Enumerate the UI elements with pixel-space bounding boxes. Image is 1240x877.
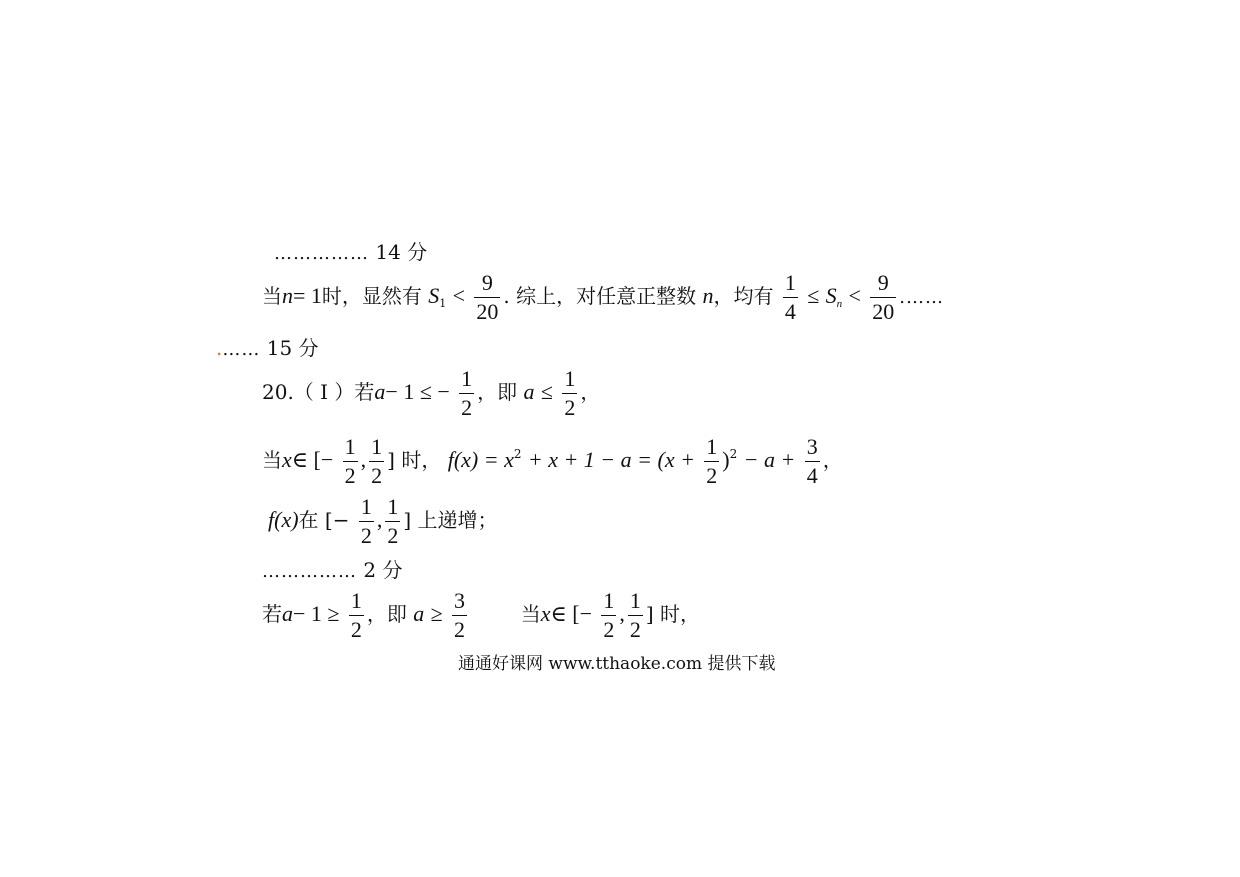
text: ] 时， — [387, 448, 442, 472]
denominator: 4 — [806, 463, 818, 488]
denominator: 20 — [476, 299, 499, 324]
equation: = 1 — [293, 283, 322, 308]
operator: < — [848, 283, 861, 308]
problem-20-line — [262, 368, 600, 419]
var-x: x — [282, 447, 292, 472]
denominator: 2 — [371, 463, 383, 488]
function-line — [262, 436, 843, 487]
numerator: 1 — [343, 436, 358, 462]
expression: + x + 1 − a = (x + — [527, 447, 695, 472]
text: ，即 — [366, 602, 407, 626]
dot-leader: .…… — [899, 287, 945, 308]
text: ] 上递增； — [403, 508, 498, 532]
dot-leader: …………… — [274, 243, 369, 264]
numerator: 9 — [474, 272, 500, 298]
numerator: 1 — [601, 590, 616, 616]
conclusion-line — [262, 272, 944, 323]
denominator: 2 — [350, 617, 362, 642]
fraction — [870, 272, 896, 323]
text: 在 [− — [298, 508, 350, 532]
fraction — [459, 368, 474, 419]
numerator: 9 — [870, 272, 896, 298]
denominator: 2 — [629, 617, 641, 642]
operator: ≤ — [540, 379, 553, 404]
denominator: 20 — [872, 299, 895, 324]
function-f: f — [268, 507, 275, 532]
expression: − a + — [743, 447, 796, 472]
increasing-line — [268, 496, 498, 547]
fraction — [349, 590, 364, 641]
paren: ) — [722, 447, 730, 472]
fraction — [562, 368, 577, 419]
text: ] 时， — [645, 602, 701, 626]
comma: , — [376, 507, 383, 532]
fraction — [628, 590, 643, 641]
subscript: n — [836, 298, 843, 310]
expression: (x) — [274, 507, 299, 532]
text: 当 — [262, 448, 282, 472]
footer-credit — [458, 656, 775, 673]
exponent: 2 — [513, 447, 522, 461]
expression: − 1 ≥ — [293, 601, 340, 626]
fraction — [359, 496, 374, 547]
text: 当 — [262, 284, 282, 308]
fraction — [704, 436, 719, 487]
expression: (x) = x — [453, 447, 514, 472]
var-x: x — [540, 601, 551, 626]
operator: < — [452, 283, 466, 308]
text: ， — [580, 380, 601, 404]
text: ，均有 — [713, 284, 774, 308]
text: ，即 — [477, 380, 518, 404]
score-label: 2 分 — [363, 558, 403, 582]
expression: − 1 ≤ − — [385, 379, 450, 404]
score-label: 15 分 — [266, 336, 319, 360]
denominator: 2 — [706, 463, 718, 488]
var-S: S — [825, 283, 837, 308]
numerator: 1 — [385, 496, 400, 522]
numerator: 1 — [369, 436, 384, 462]
fraction — [783, 272, 798, 323]
text: 若 — [262, 602, 282, 626]
numerator: 1 — [783, 272, 798, 298]
text: ， — [822, 448, 843, 472]
numerator: 1 — [349, 590, 364, 616]
denominator: 2 — [360, 523, 372, 548]
exponent: 2 — [729, 447, 738, 461]
expression: ∈ [− — [550, 601, 593, 626]
numerator: 1 — [459, 368, 474, 394]
var-n: n — [282, 283, 293, 308]
denominator: 2 — [461, 395, 473, 420]
var-a: a — [282, 601, 293, 626]
function-f: f — [447, 447, 454, 472]
numerator: 1 — [562, 368, 577, 394]
var-n: n — [702, 283, 714, 308]
text: 时，显然有 — [321, 284, 422, 308]
footer-text: 通通好课网 www.tthaoke.com 提供下载 — [458, 654, 776, 674]
numerator: 3 — [452, 590, 467, 616]
fraction — [474, 272, 500, 323]
fraction — [343, 436, 358, 487]
dot-leader: …… — [222, 339, 261, 360]
text: 当 — [520, 602, 541, 626]
operator: ≥ — [430, 601, 443, 626]
numerator: 1 — [359, 496, 374, 522]
problem-number: 20.（ Ⅰ ）若 — [262, 380, 375, 404]
score-line-2 — [262, 560, 402, 581]
stray-dot: . — [216, 336, 223, 360]
fraction — [805, 436, 820, 487]
denominator: 2 — [454, 617, 465, 642]
score-line-15 — [216, 338, 319, 359]
comma: , — [619, 601, 625, 626]
operator: ≤ — [807, 283, 820, 308]
fraction — [385, 496, 400, 547]
score-label: 14 分 — [375, 240, 428, 264]
denominator: 2 — [603, 617, 615, 642]
denominator: 2 — [564, 395, 576, 420]
fraction — [601, 590, 616, 641]
case-line — [262, 590, 700, 641]
numerator: 3 — [805, 436, 820, 462]
var-S: S — [428, 283, 440, 308]
var-a: a — [413, 601, 425, 626]
subscript: 1 — [439, 297, 447, 310]
var-a: a — [374, 379, 386, 404]
denominator: 2 — [387, 523, 399, 548]
denominator: 4 — [784, 299, 796, 324]
score-line-14 — [274, 242, 427, 263]
numerator: 1 — [704, 436, 719, 462]
numerator: 1 — [628, 590, 643, 616]
dot-leader: …………… — [262, 561, 357, 582]
expression: ∈ [− — [291, 447, 334, 472]
fraction — [369, 436, 384, 487]
text: . 综上，对任意正整数 — [503, 284, 697, 308]
var-a: a — [523, 379, 535, 404]
fraction — [452, 590, 467, 641]
denominator: 2 — [344, 463, 356, 488]
comma: , — [360, 447, 367, 472]
